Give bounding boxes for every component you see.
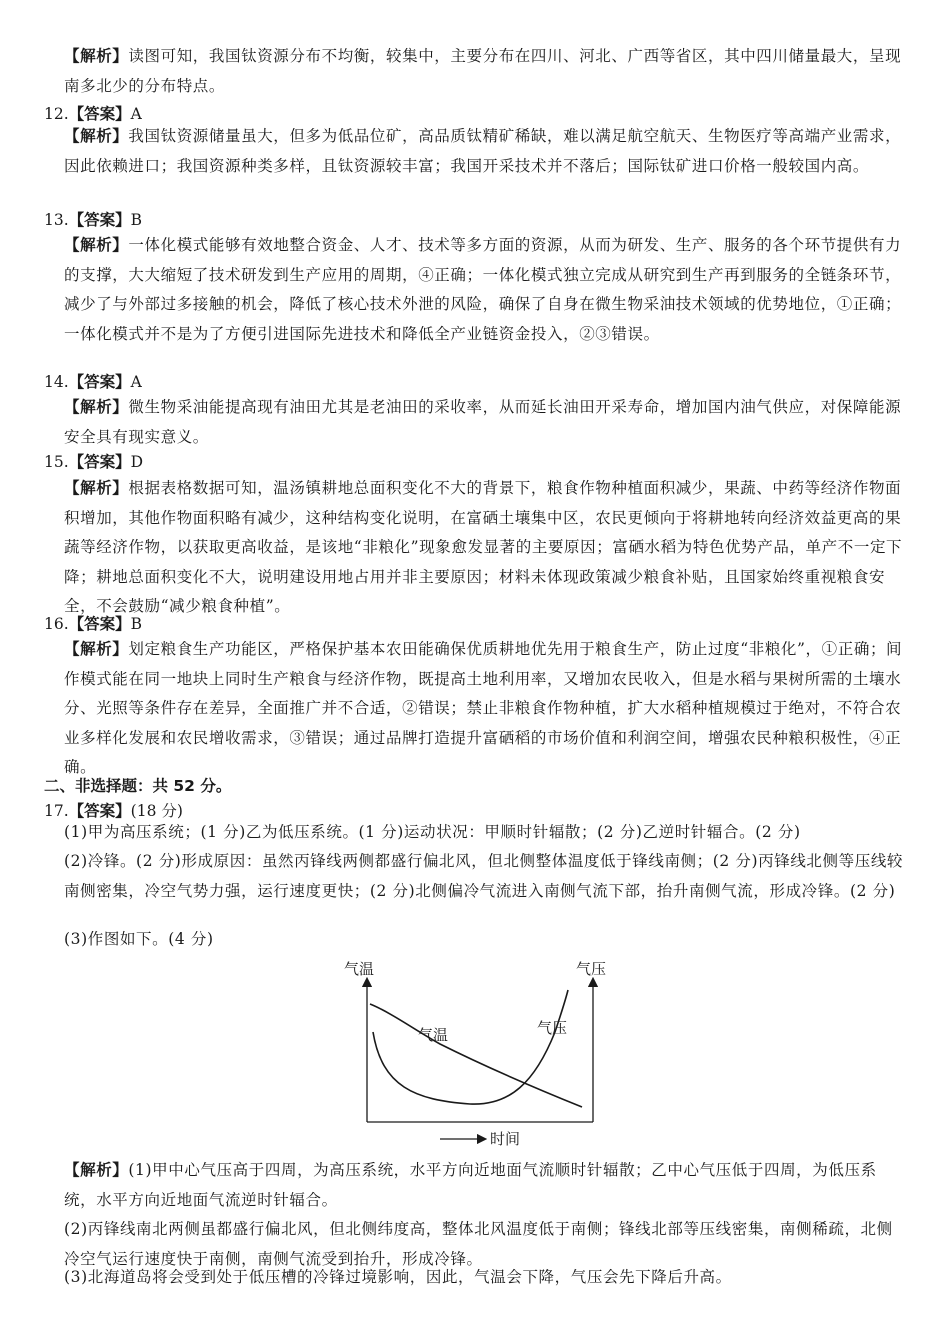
analysis-tag: 【解析】 (64, 127, 129, 145)
q14-number: 14. (44, 373, 69, 391)
q13-analysis-text: 一体化模式能够有效地整合资金、人才、技术等多方面的资源，从而为研发、生产、服务的各个环节提供有力的支撑，大大缩短了技术研发到生产应用的周期，④正确；一体化模式独立完成从研究到生产再到服务的全链条环节，减少了与外部过多接触的机会，降低了核心技术外泄的风险，确保了自身在微生物采油技术领域的优势地位，①正确；一体化模式并不是为了方便引进国际先进技术和降低全产业链资金投入，②③错误。 (64, 236, 902, 343)
q12-analysis-text: 我国钛资源储量虽大，但多为低品位矿，高品质钛精矿稀缺，难以满足航空航天、生物医疗等高端产业需求，因此依赖进口；我国资源种类多样，且钛资源较丰富；我国开采技术并不落后；国际钛矿进口价格一般较国内高。 (64, 127, 902, 175)
analysis-tag: 【解析】 (64, 236, 129, 254)
q17-answer-part1: (1)甲为高压系统；(1 分)乙为低压系统。(1 分)运动状况：甲顺时针辐散；(2 分)乙逆时针辐合。(2 分) (64, 823, 801, 841)
q13-answer: B (130, 211, 143, 229)
q17-analysis-1 (64, 1156, 906, 1215)
q17-analysis-2: (2)丙锋线南北两侧虽都盛行偏北风，但北侧纬度高，整体北风温度低于南侧；锋线北部等压线密集，南侧稀疏，北侧冷空气运行速度快于南侧，南侧气流受到抬升，形成冷锋。 (64, 1220, 893, 1268)
answer-tag: 【答案】 (68, 802, 131, 820)
q13-number: 13. (44, 211, 69, 229)
temperature-series-label: 气温 (418, 1026, 449, 1044)
x-axis-label: 时间 (490, 1130, 521, 1148)
q11-analysis (64, 42, 906, 101)
q17-answer-part3: (3)作图如下。(4 分) (64, 930, 214, 948)
pressure-series-label: 气压 (537, 1019, 568, 1037)
q15-answer-line (44, 450, 143, 474)
q14-analysis (64, 393, 906, 452)
q13-analysis (64, 231, 906, 349)
q16-analysis (64, 635, 906, 783)
q15-number: 15. (44, 453, 69, 471)
analysis-tag: 【解析】 (64, 479, 129, 497)
q16-answer: B (130, 615, 143, 633)
q16-number: 16. (44, 615, 69, 633)
q16-analysis-text: 划定粮食生产功能区，严格保护基本农田能确保优质耕地优先用于粮食生产，防止过度“非粮化”，①正确；间作模式能在同一地块上同时生产粮食与经济作物，既提高土地利用率，又增加农民收入，但是水稻与果树所需的土壤水分、光照等条件存在差异，全面推广并不合适，②错误；禁止非粮食作物种植，扩大水稻种植规模过于绝对，不符合农业多样化发展和农民增收需求，③错误；通过品牌打造提升富硒稻的市场价值和利润空间，增强农民种粮积极性，④正确。 (64, 640, 903, 776)
analysis-tag: 【解析】 (64, 1161, 129, 1179)
q17-number: 17. (44, 802, 69, 820)
q15-answer: D (130, 453, 144, 471)
q17-answer-part2: (2)冷锋。(2 分)形成原因：虽然丙锋线两侧都盛行偏北风，但北侧整体温度低于锋线南侧；(2 分)丙锋线北侧等压线较南侧密集，冷空气势力强，运行速度更快；(2 分)北侧偏冷气流进入南侧气流下部，抬升南侧气流，形成冷锋。(2 分) (64, 852, 904, 900)
answer-tag: 【答案】 (68, 211, 131, 229)
answer-tag: 【答案】 (68, 615, 131, 633)
analysis-tag: 【解析】 (64, 47, 129, 65)
q14-analysis-text: 微生物采油能提高现有油田尤其是老油田的采收率，从而延长油田开采寿命，增加国内油气供应，对保障能源安全具有现实意义。 (64, 398, 902, 446)
q16-answer-line (44, 612, 142, 636)
q14-answer: A (130, 373, 142, 391)
section-title: 二、非选择题：共 52 分。 (44, 777, 232, 795)
answer-tag: 【答案】 (68, 105, 131, 123)
q12-analysis (64, 122, 906, 181)
q12-number: 12. (44, 105, 69, 123)
q15-analysis (64, 474, 906, 622)
q14-answer-line (44, 370, 142, 394)
q17-analysis-3: (3)北海道岛将会受到处于低压槽的冷锋过境影响，因此，气温会下降，气压会先下降后升高。 (64, 1268, 732, 1286)
temperature-pressure-chart (330, 952, 630, 1152)
q13-answer-line (44, 208, 142, 232)
analysis-tag: 【解析】 (64, 640, 129, 658)
right-axis-label: 气压 (576, 960, 607, 978)
pressure-curve (373, 990, 568, 1104)
q12-answer: A (130, 105, 142, 123)
q17-answer: (18 分) (130, 802, 183, 820)
answer-tag: 【答案】 (68, 453, 131, 471)
analysis-tag: 【解析】 (64, 398, 129, 416)
q17-analysis-1-text: (1)甲中心气压高于四周，为高压系统，水平方向近地面气流顺时针辐散；乙中心气压低于四周，为低压系统，水平方向近地面气流逆时针辐合。 (64, 1161, 877, 1209)
q11-analysis-text: 读图可知，我国钛资源分布不均衡，较集中，主要分布在四川、河北、广西等省区，其中四川储量最大，呈现南多北少的分布特点。 (64, 47, 902, 95)
left-axis-label: 气温 (344, 960, 375, 978)
q15-analysis-text: 根据表格数据可知，温汤镇耕地总面积变化不大的背景下，粮食作物种植面积减少，果蔬、中药等经济作物面积增加，其他作物面积略有减少，这种结构变化说明，在富硒土壤集中区，农民更倾向于将耕地转向经济效益更高的果蔬等经济作物，以获取更高收益，是该地“非粮化”现象愈发显著的主要原因；富硒水稻为特色优势产品，单产不一定下降；耕地总面积变化不大，说明建设用地占用并非主要原因；材料未体现政策减少粮食补贴，且国家始终重视粮食安全，不会鼓励“减少粮食种植”。 (64, 479, 903, 615)
answer-tag: 【答案】 (68, 373, 131, 391)
